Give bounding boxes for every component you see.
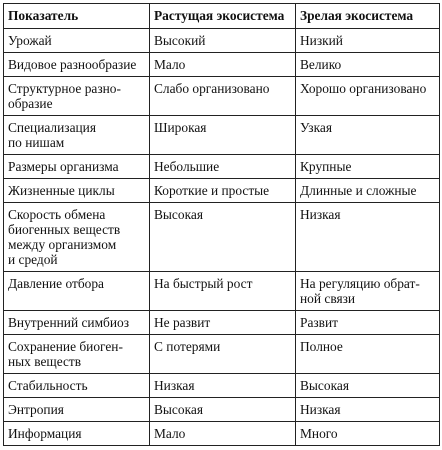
cell-indicator — [4, 155, 150, 179]
cell-growing-text: Широкая — [154, 120, 207, 135]
cell-mature — [296, 374, 440, 398]
table-row — [4, 398, 440, 422]
table-row — [4, 374, 440, 398]
cell-growing-text: Не развит — [154, 315, 211, 330]
cell-mature-text: Высокая — [300, 378, 349, 393]
cell-mature — [296, 53, 440, 77]
cell-growing — [150, 179, 296, 203]
cell-mature-text: Крупные — [300, 159, 352, 174]
cell-indicator-text: Урожай — [8, 33, 52, 48]
cell-growing-text: Мало — [154, 426, 186, 441]
cell-indicator-text: Сохранение биоген- ных веществ — [8, 339, 123, 369]
cell-mature-text: Низкая — [300, 207, 341, 222]
header-mature-ecosystem: Зрелая экосистема — [296, 4, 440, 29]
cell-indicator — [4, 398, 150, 422]
cell-growing-text: Высокая — [154, 207, 203, 222]
cell-growing — [150, 335, 296, 374]
cell-mature-text: Хорошо организовано — [300, 81, 427, 96]
cell-indicator-text: Энтропия — [8, 402, 64, 417]
cell-growing — [150, 53, 296, 77]
cell-mature-text: Полное — [300, 339, 343, 354]
cell-growing — [150, 422, 296, 446]
cell-mature — [296, 203, 440, 272]
cell-growing-text: С потерями — [154, 339, 221, 354]
cell-growing — [150, 272, 296, 311]
cell-growing-text: Слабо организовано — [154, 81, 270, 96]
cell-growing-text: Мало — [154, 57, 186, 72]
cell-mature-text: Длинные и сложные — [300, 183, 417, 198]
cell-indicator-text: Жизненные циклы — [8, 183, 115, 198]
cell-growing — [150, 155, 296, 179]
cell-indicator-text: Видовое разнообразие — [8, 57, 137, 72]
cell-mature — [296, 155, 440, 179]
cell-mature — [296, 398, 440, 422]
cell-growing — [150, 203, 296, 272]
cell-indicator-text: Скорость обмена биогенных веществ между организмом и средой — [8, 207, 121, 267]
cell-mature — [296, 116, 440, 155]
cell-indicator-text: Стабильность — [8, 378, 88, 393]
table-row — [4, 311, 440, 335]
header-growing-ecosystem: Растущая экосистема — [150, 4, 296, 29]
cell-indicator-text: Информация — [8, 426, 82, 441]
cell-indicator — [4, 335, 150, 374]
cell-indicator-text: Внутренний симбиоз — [8, 315, 130, 330]
cell-indicator — [4, 29, 150, 53]
table-row — [4, 272, 440, 311]
cell-mature-text: Низкая — [300, 402, 341, 417]
cell-indicator — [4, 422, 150, 446]
cell-growing-text: Высокий — [154, 33, 206, 48]
cell-growing-text: Высокая — [154, 402, 203, 417]
cell-mature — [296, 311, 440, 335]
cell-mature — [296, 29, 440, 53]
cell-mature — [296, 335, 440, 374]
cell-indicator — [4, 116, 150, 155]
cell-growing — [150, 29, 296, 53]
header-indicator: Показатель — [4, 4, 150, 29]
cell-indicator-text: Размеры организма — [8, 159, 119, 174]
cell-growing — [150, 77, 296, 116]
cell-mature-text: Велико — [300, 57, 342, 72]
table-row — [4, 77, 440, 116]
table-row — [4, 422, 440, 446]
cell-indicator — [4, 272, 150, 311]
cell-growing-text: Короткие и простые — [154, 183, 270, 198]
table-body — [4, 29, 440, 446]
table-row — [4, 335, 440, 374]
cell-mature-text: Низкий — [300, 33, 343, 48]
cell-mature — [296, 422, 440, 446]
cell-mature — [296, 179, 440, 203]
table-header-row — [4, 4, 440, 29]
cell-indicator — [4, 77, 150, 116]
cell-growing-text: На быстрый рост — [154, 276, 253, 291]
cell-growing-text: Низкая — [154, 378, 195, 393]
cell-growing — [150, 374, 296, 398]
cell-growing — [150, 116, 296, 155]
cell-indicator — [4, 203, 150, 272]
cell-mature-text: Развит — [300, 315, 339, 330]
table-row — [4, 203, 440, 272]
cell-indicator — [4, 374, 150, 398]
cell-mature-text: На регуляцию обрат- ной связи — [300, 276, 420, 306]
cell-indicator — [4, 179, 150, 203]
ecosystem-comparison-table — [3, 3, 440, 446]
cell-mature-text: Много — [300, 426, 338, 441]
cell-indicator-text: Специализация по нишам — [8, 120, 97, 150]
cell-indicator — [4, 311, 150, 335]
cell-growing — [150, 311, 296, 335]
cell-mature-text: Узкая — [300, 120, 332, 135]
cell-growing — [150, 398, 296, 422]
table-row — [4, 29, 440, 53]
cell-indicator-text: Давление отбора — [8, 276, 104, 291]
cell-growing-text: Небольшие — [154, 159, 220, 174]
cell-indicator — [4, 53, 150, 77]
table-row — [4, 53, 440, 77]
cell-mature — [296, 77, 440, 116]
cell-mature — [296, 272, 440, 311]
ecosystem-comparison-table-container — [3, 3, 439, 446]
table-row — [4, 179, 440, 203]
cell-indicator-text: Структурное разно- образие — [8, 81, 121, 111]
table-row — [4, 116, 440, 155]
table-row — [4, 155, 440, 179]
